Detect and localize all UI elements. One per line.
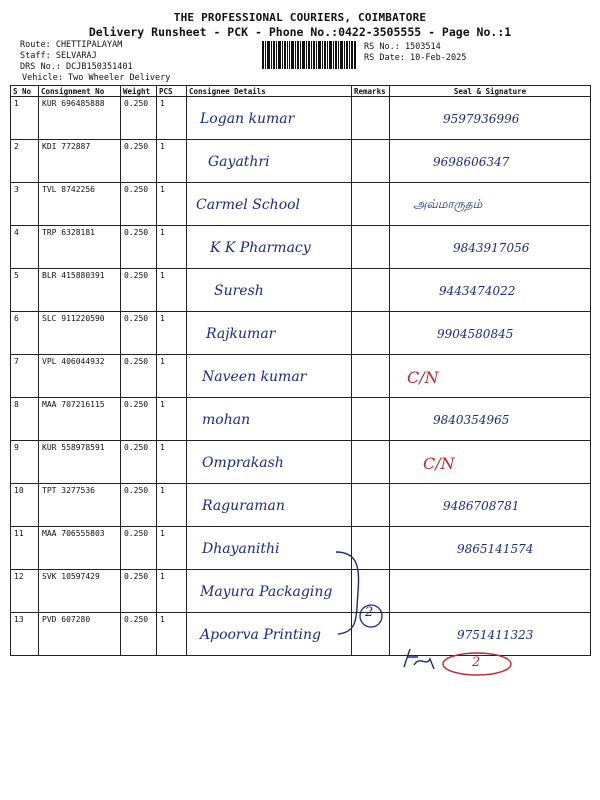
signature-handwriting: 9904580845 xyxy=(437,327,514,341)
table-row xyxy=(11,97,591,140)
seal-signature xyxy=(390,484,591,527)
consignment-no: VPL 406044932 xyxy=(39,355,121,398)
runsheet-table xyxy=(10,85,591,656)
consignee-details xyxy=(187,269,352,312)
consignee-handwriting: Omprakash xyxy=(202,455,284,471)
pcs: 1 xyxy=(157,140,187,183)
sno: 3 xyxy=(11,183,39,226)
remarks xyxy=(352,355,390,398)
sno: 13 xyxy=(11,613,39,656)
col-sno: S No xyxy=(11,86,39,97)
signature-handwriting: 9698606347 xyxy=(433,155,510,169)
remarks xyxy=(352,183,390,226)
consignment-no: BLR 415880391 xyxy=(39,269,121,312)
consignee-details xyxy=(187,613,352,656)
weight: 0.250 xyxy=(121,140,157,183)
rs-number: RS No.: 1503514 xyxy=(364,42,441,52)
seal-signature xyxy=(390,269,591,312)
consignee-handwriting: Naveen kumar xyxy=(202,369,307,385)
pcs: 1 xyxy=(157,226,187,269)
sno: 6 xyxy=(11,312,39,355)
seal-signature xyxy=(390,312,591,355)
consignment-no: SVK 10597429 xyxy=(39,570,121,613)
pcs: 1 xyxy=(157,355,187,398)
signature-handwriting: 9843917056 xyxy=(453,241,530,255)
signature-handwriting: 9443474022 xyxy=(439,284,516,298)
company-name: THE PROFESSIONAL COURIERS, COIMBATORE xyxy=(173,11,427,24)
signature-handwriting: C/N xyxy=(423,453,455,473)
consignee-details xyxy=(187,527,352,570)
bracket-icon xyxy=(332,548,364,638)
consignment-no: MAA 706555803 xyxy=(39,527,121,570)
runsheet-title: Delivery Runsheet - PCK - Phone No.:0422-3505555 - Page No.:1 xyxy=(88,25,512,39)
consignee-handwriting: K K Pharmacy xyxy=(210,240,311,256)
vehicle-info: Vehicle: Two Wheeler Delivery xyxy=(22,73,171,83)
sno: 5 xyxy=(11,269,39,312)
consignee-details xyxy=(187,441,352,484)
remarks xyxy=(352,441,390,484)
seal-signature xyxy=(390,527,591,570)
table-row xyxy=(11,570,591,613)
consignee-handwriting: Suresh xyxy=(214,283,264,299)
col-consignee: Consignee Details xyxy=(187,86,352,97)
remarks xyxy=(352,140,390,183)
rs-date: RS Date: 10-Feb-2025 xyxy=(364,53,467,63)
table-row xyxy=(11,269,591,312)
seal-signature xyxy=(390,355,591,398)
consignee-details xyxy=(187,226,352,269)
consignee-details xyxy=(187,97,352,140)
signature-handwriting: 9597936996 xyxy=(443,112,520,126)
signature-handwriting: 9840354965 xyxy=(433,413,510,427)
consignee-handwriting: Dhayanithi xyxy=(202,541,280,557)
sno: 11 xyxy=(11,527,39,570)
seal-signature xyxy=(390,226,591,269)
seal-signature xyxy=(390,183,591,226)
remarks xyxy=(352,312,390,355)
signature-handwriting: 9751411323 xyxy=(457,628,534,642)
weight: 0.250 xyxy=(121,527,157,570)
consignee-handwriting: Mayura Packaging xyxy=(200,584,333,600)
pcs: 1 xyxy=(157,269,187,312)
route-info: Route: CHETTIPALAYAM xyxy=(20,40,123,50)
weight: 0.250 xyxy=(121,355,157,398)
seal-signature xyxy=(390,441,591,484)
signature-handwriting: 9865141574 xyxy=(457,542,534,556)
table-row xyxy=(11,527,591,570)
scribble-signature-icon xyxy=(400,645,440,675)
remarks xyxy=(352,269,390,312)
table-row xyxy=(11,140,591,183)
consignee-handwriting: Gayathri xyxy=(208,154,270,170)
remarks xyxy=(352,97,390,140)
pcs: 1 xyxy=(157,527,187,570)
table-row xyxy=(11,183,591,226)
consignee-handwriting: Apoorva Printing xyxy=(200,627,322,643)
bottom-signature-area xyxy=(396,645,516,685)
seal-signature xyxy=(390,570,591,613)
pcs: 1 xyxy=(157,97,187,140)
pcs: 1 xyxy=(157,570,187,613)
col-weight: Weight xyxy=(121,86,157,97)
consignment-no: MAA 707216115 xyxy=(39,398,121,441)
consignee-details xyxy=(187,183,352,226)
table-row xyxy=(11,226,591,269)
consignment-no: TPT 3277536 xyxy=(39,484,121,527)
remarks xyxy=(352,398,390,441)
consignee-handwriting: Rajkumar xyxy=(206,326,276,342)
sno: 4 xyxy=(11,226,39,269)
col-consignment: Consignment No xyxy=(39,86,121,97)
remarks xyxy=(352,484,390,527)
consignment-no: SLC 911220590 xyxy=(39,312,121,355)
signature-handwriting: 9486708781 xyxy=(443,499,520,513)
col-remarks: Remarks xyxy=(352,86,390,97)
consignment-no: PVD 607280 xyxy=(39,613,121,656)
table-row xyxy=(11,398,591,441)
sno: 1 xyxy=(11,97,39,140)
sno: 12 xyxy=(11,570,39,613)
table-row xyxy=(11,355,591,398)
sno: 2 xyxy=(11,140,39,183)
weight: 0.250 xyxy=(121,570,157,613)
consignee-details xyxy=(187,312,352,355)
pcs: 1 xyxy=(157,484,187,527)
pcs: 1 xyxy=(157,183,187,226)
consignment-no: KDI 772887 xyxy=(39,140,121,183)
weight: 0.250 xyxy=(121,312,157,355)
remarks xyxy=(352,226,390,269)
sno: 7 xyxy=(11,355,39,398)
table-row xyxy=(11,312,591,355)
consignee-details xyxy=(187,570,352,613)
weight: 0.250 xyxy=(121,613,157,656)
barcode-icon xyxy=(262,41,356,69)
consignee-details xyxy=(187,140,352,183)
table-header xyxy=(11,86,591,97)
weight: 0.250 xyxy=(121,398,157,441)
weight: 0.250 xyxy=(121,226,157,269)
consignee-handwriting: mohan xyxy=(202,412,251,428)
pcs: 1 xyxy=(157,312,187,355)
pcs: 1 xyxy=(157,613,187,656)
consignee-details xyxy=(187,355,352,398)
consignee-handwriting: Raguraman xyxy=(202,498,285,514)
staff-info: Staff: SELVARAJ xyxy=(20,51,97,61)
consignment-no: TRP 6328181 xyxy=(39,226,121,269)
weight: 0.250 xyxy=(121,183,157,226)
footer-count: 2 xyxy=(472,655,481,670)
pcs: 1 xyxy=(157,441,187,484)
sno: 10 xyxy=(11,484,39,527)
consignment-no: KUR 696485888 xyxy=(39,97,121,140)
pcs: 1 xyxy=(157,398,187,441)
seal-signature xyxy=(390,97,591,140)
consignee-handwriting: Logan kumar xyxy=(200,111,295,127)
consignee-details xyxy=(187,484,352,527)
seal-signature xyxy=(390,398,591,441)
consignment-no: KUR 558978591 xyxy=(39,441,121,484)
table-row xyxy=(11,484,591,527)
signature-handwriting: அவ்மாருதம் xyxy=(413,197,483,211)
consignee-handwriting: Carmel School xyxy=(196,197,301,213)
weight: 0.250 xyxy=(121,484,157,527)
table-row xyxy=(11,441,591,484)
consignee-details xyxy=(187,398,352,441)
remark-count: 2 xyxy=(365,605,374,620)
col-pcs: PCS xyxy=(157,86,187,97)
weight: 0.250 xyxy=(121,97,157,140)
consignment-no: TVL 8742256 xyxy=(39,183,121,226)
col-seal: Seal & Signature xyxy=(390,86,591,97)
signature-handwriting: C/N xyxy=(407,367,439,387)
sno: 9 xyxy=(11,441,39,484)
weight: 0.250 xyxy=(121,269,157,312)
weight: 0.250 xyxy=(121,441,157,484)
seal-signature xyxy=(390,140,591,183)
sno: 8 xyxy=(11,398,39,441)
drs-number: DRS No.: DCJB150351401 xyxy=(20,62,133,72)
